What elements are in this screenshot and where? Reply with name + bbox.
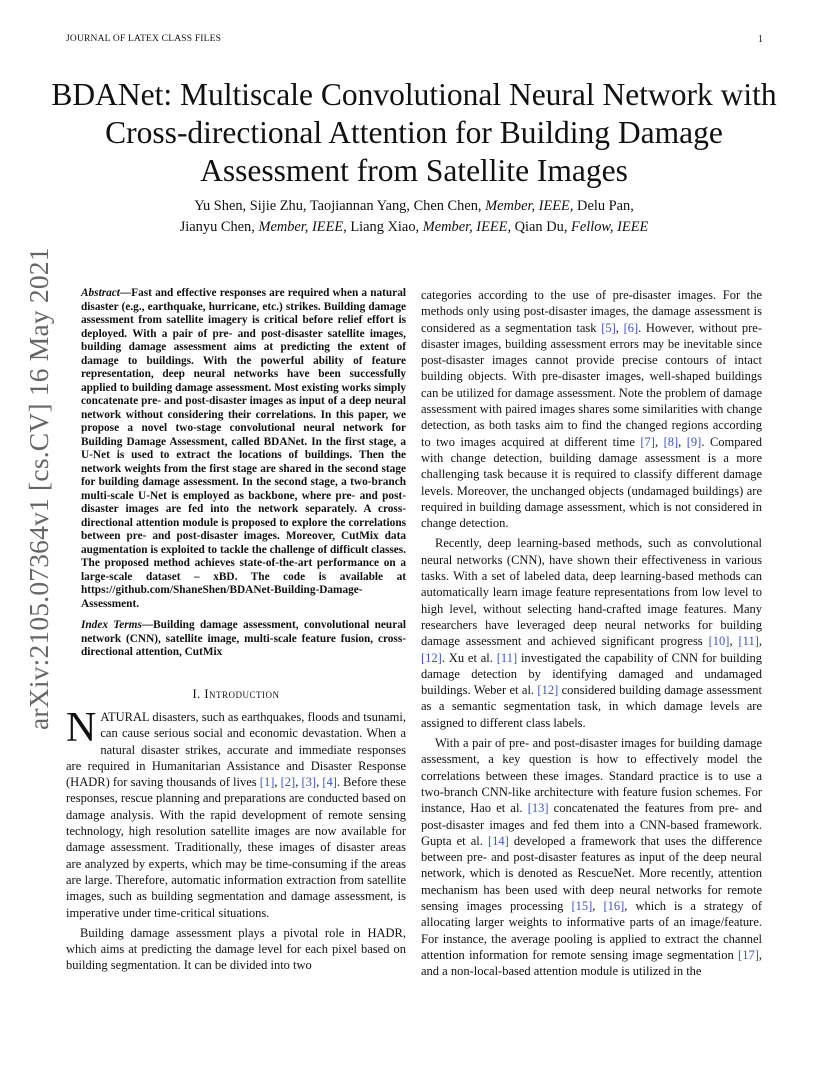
- text-run: ,: [654, 434, 664, 449]
- citation-link[interactable]: [12]: [537, 683, 559, 698]
- right-paragraph-2: [421, 535, 762, 731]
- drop-cap: N: [66, 705, 97, 751]
- text-run: ,: [274, 775, 281, 790]
- section-title: Introduction: [204, 687, 280, 701]
- authors-text: Yu Shen, Sijie Zhu, Taojiannan Yang, Chen Chen,: [194, 198, 482, 214]
- citation-link[interactable]: [6]: [623, 320, 639, 335]
- citation-link[interactable]: [14]: [487, 833, 509, 848]
- text-run: concatenated the features from pre- and post-disaster images and fed them into a CNN-based framework. Gupta et al.: [421, 801, 762, 848]
- citation-link[interactable]: [12]: [421, 650, 442, 665]
- text-run: . Xu et al.: [441, 650, 497, 665]
- page-number: 1: [758, 34, 763, 45]
- citation-link[interactable]: [11]: [738, 634, 759, 649]
- right-column: [421, 287, 762, 979]
- text-run: ATURAL disasters, such as earthquakes, floods and tsunami, can cause serious social and economic devastation. When a natural disaster strikes, accurate and immediate responses are required in Humanitarian Assistance and Disaster Response (HADR) for saving thousands of lives: [66, 710, 406, 790]
- citation-link[interactable]: [11]: [496, 650, 518, 665]
- text-run: ,: [592, 898, 604, 913]
- right-paragraph-3: [421, 735, 762, 979]
- authors-text: Jianyu Chen,: [179, 219, 255, 235]
- citation-link[interactable]: [16]: [603, 898, 625, 913]
- text-run: ,: [615, 320, 624, 335]
- right-paragraph-1: [421, 287, 762, 531]
- abstract-label: Abstract: [81, 287, 120, 299]
- running-head: JOURNAL OF LATEX CLASS FILES: [66, 34, 222, 44]
- intro-text: [66, 705, 406, 974]
- index-terms-label: Index Terms: [81, 619, 142, 631]
- citation-link[interactable]: [8]: [663, 434, 679, 449]
- text-run: investigated the capability of CNN for building damage detection by identifying damaged and undamaged buildings. Weber et al.: [421, 650, 762, 698]
- author-line-2: [60, 217, 768, 238]
- index-terms-text: —Building damage assessment, convolutional neural network (CNN), satellite image, multi-scale feature fusion, cross-directional attention, CutMix: [81, 619, 406, 658]
- citation-link[interactable]: [17]: [738, 947, 759, 962]
- member-title: Member, IEEE,: [422, 219, 512, 235]
- arxiv-stamp: arXiv:2105.07364v1 [cs.CV] 16 May 2021: [23, 247, 54, 730]
- text-run: ,: [678, 434, 687, 449]
- intro-paragraph-2: Building damage assessment plays a pivotal role in HADR, which aims at predicting the damage level for each pixel based on building segmentation. It can be divided into two: [66, 925, 406, 973]
- member-title: Member, IEEE,: [258, 219, 347, 235]
- text-run: . Compared with change detection, building damage assessment is a more challenging task because it is required to classify different damage levels. Moreover, the unchanged objects (undamaged buildings) are required in building damage assessment, which is not considered in change detection.: [421, 434, 763, 531]
- paper-title: BDANet: Multiscale Convolutional Neural Network with Cross-directional Attention for Building Damage Assessment from Satellite Images: [51, 77, 777, 188]
- text-run: , which is a strategy of allocating larger weights to informative parts of an image/feature. For instance, the average pooling is applied to extract the channel attention information for remote sensing image segmentation: [421, 898, 763, 962]
- abstract-text: —Fast and effective responses are required when a natural disaster (e.g., earthquake, hurricane, etc.) strikes. Building damage assessment from satellite imagery is critical before relief effort is deployed. With a pair of pre- and post-disaster satellite images, building damage assessment aims at predicting the extent of damage to buildings. With the powerful ability of feature representation, deep neural networks have been successfully applied to building damage assessment. Most existing works simply concatenate pre- and post-disaster images as input of a deep neural network without considering their correlations. In this paper, we propose a novel two-stage convolutional neural network for Building Damage Assessment, called BDANet. In the first stage, a U-Net is used to extract the locations of buildings. Then the network weights from the first stage are shared in the second stage for building damage assessment. In the second stage, a two-branch multi-scale U-Net is employed as backbone, where pre- and post-disaster images are fed into the network separately. A cross-directional attention module is proposed to explore the correlations between pre- and post-disaster images. Moreover, CutMix data augmentation is exploited to tackle the challenge of difficult classes. The proposed method achieves state-of-the-art performance on a large-scale dataset – xBD. The code is available at https://github.com/ShaneShen/BDANet-Building-Damage-Assessment.: [81, 287, 406, 610]
- citation-link[interactable]: [2]: [280, 775, 296, 790]
- text-run: ,: [729, 634, 739, 649]
- citation-link[interactable]: [4]: [322, 775, 337, 790]
- citation-link[interactable]: [3]: [301, 775, 317, 790]
- text-run: With a pair of pre- and post-disaster images for building damage assessment, a key question is how to effectively model the correlations between these images. Standard practice is to use a two-branch CNN-like architecture with feature fusion schemes. For instance, Hao et al.: [421, 736, 762, 816]
- section-heading: [66, 687, 406, 702]
- author-list: [60, 196, 768, 238]
- text-run: ,: [316, 775, 323, 790]
- text-run: developed a framework that uses the difference between pre- and post-disaster features as input of the deep neural network, which is denoted as RescueNet. More recently, attention mechanism has been used with deep neural networks for remote sensing images processing: [421, 833, 762, 913]
- abstract: [81, 287, 406, 611]
- citation-link[interactable]: [13]: [527, 801, 549, 816]
- text-run: categories according to the use of pre-disaster images. For the methods only using post-disaster images, the damage assessment is considered as a segmentation task: [421, 288, 762, 335]
- index-terms: [81, 619, 406, 660]
- authors-text: Delu Pan,: [577, 198, 634, 214]
- member-title: Member, IEEE,: [485, 198, 574, 214]
- authors-text: Qian Du,: [514, 219, 568, 235]
- citation-link[interactable]: [9]: [686, 434, 702, 449]
- citation-link[interactable]: [15]: [571, 898, 593, 913]
- citation-link[interactable]: [7]: [640, 434, 655, 449]
- authors-text: Liang Xiao,: [350, 219, 420, 235]
- text-run: . Before these responses, rescue planning and preparations are conducted based on damage analysis. With the rapid development of remote sensing technology, high resolution satellite images are now available for damage assessment. Traditionally, these images of disaster areas are analyzed by experts, which may be time-consuming if the areas are large. Therefore, automatic information extraction from satellite images, such as building segmentation and damage assessment, is imperative under time-critical situations.: [66, 775, 406, 920]
- author-line-1: [60, 196, 768, 217]
- citation-link[interactable]: [5]: [601, 320, 616, 335]
- citation-link[interactable]: [1]: [259, 775, 275, 790]
- text-run: ,: [758, 634, 762, 649]
- text-run: Recently, deep learning-based methods, such as convolutional neural networks (CNN), have shown their effectiveness in various tasks. With a set of labeled data, deep learning-based methods can automatically learn image feature representations from low level to high level, without selecting hand-crafted image features. Many researchers have leveraged deep neural networks for building damage assessment and achieved significant progress: [421, 536, 762, 649]
- text-run: considered building damage assessment as a semantic segmentation task, in which damage levels are assigned to different class labels.: [421, 683, 762, 730]
- section-number: I.: [192, 687, 201, 701]
- fellow-title: Fellow, IEEE: [571, 219, 649, 235]
- text-run: , and a non-local-based attention module is utilized in the: [421, 947, 762, 979]
- intro-paragraph-1: [66, 705, 406, 921]
- citation-link[interactable]: [10]: [708, 634, 730, 649]
- text-run: . However, without pre-disaster images, building assessment errors may be inevitable since post-disaster images cannot provide precise contours of intact building objects. With pre-disaster images, well-shaped buildings can be utilized for damage assessment. Note the problem of damage assessment with paired images shares some similarities with change detection, as both tasks aim to find the changed regions according to two images acquired at different time: [421, 320, 762, 449]
- text-run: ,: [295, 775, 302, 790]
